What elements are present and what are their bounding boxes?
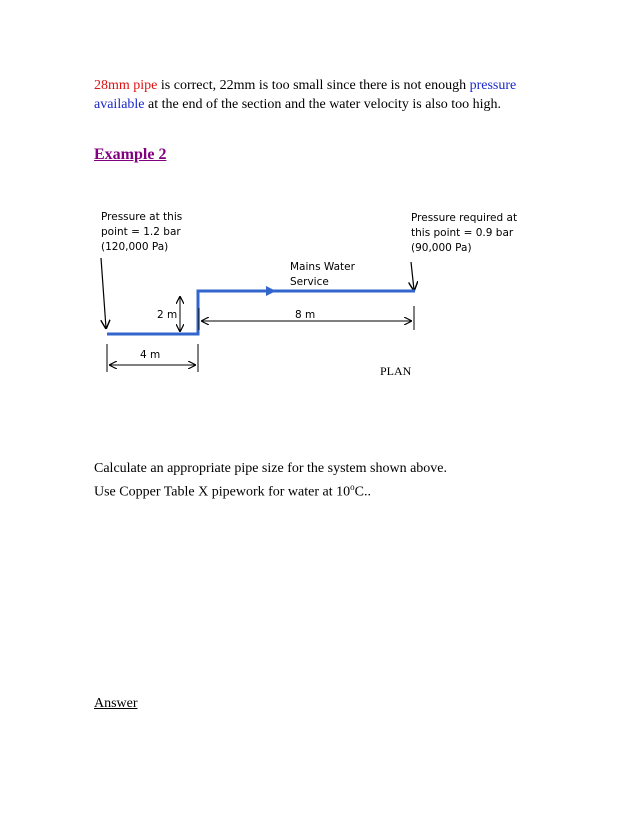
intro-pipe-size: 28mm pipe (94, 78, 158, 93)
pipe-route (107, 291, 415, 334)
plan-label: PLAN (380, 364, 412, 378)
intro-pressure: pressure available (94, 78, 517, 112)
intro-text-end: at the end of the section and the water velocity is also too high. (144, 97, 502, 112)
answer-heading: Answer (94, 696, 138, 711)
question-text (94, 460, 447, 502)
right-pointer-arrow (411, 262, 414, 290)
right-pressure-label-3: (90,000 Pa) (411, 242, 472, 254)
right-pressure-label-1: Pressure required at (411, 212, 518, 224)
left-pressure-label-2: point = 1.2 bar (101, 226, 181, 238)
intro-text: is correct, 22mm is too small since there is not enough (157, 78, 470, 93)
left-pressure-label-1: Pressure at this (101, 211, 183, 223)
dimension-8m-label: 8 m (295, 309, 316, 321)
example-heading: Example 2 (94, 146, 167, 163)
left-pressure-label-3: (120,000 Pa) (101, 241, 169, 253)
question-line-1: Calculate an appropriate pipe size for the system shown above. (94, 461, 447, 476)
dimension-2m-label: 2 m (157, 309, 178, 321)
flow-direction-arrow (266, 286, 276, 296)
left-pointer-arrow (101, 258, 106, 328)
dimension-4m-label: 4 m (140, 349, 161, 361)
service-label-2: Service (290, 276, 329, 288)
service-label-1: Mains Water (290, 261, 355, 273)
question-line-2: Use Copper Table X pipework for water at 10$^o$C.. (94, 482, 371, 500)
right-pressure-label-2: this point = 0.9 bar (411, 227, 514, 239)
